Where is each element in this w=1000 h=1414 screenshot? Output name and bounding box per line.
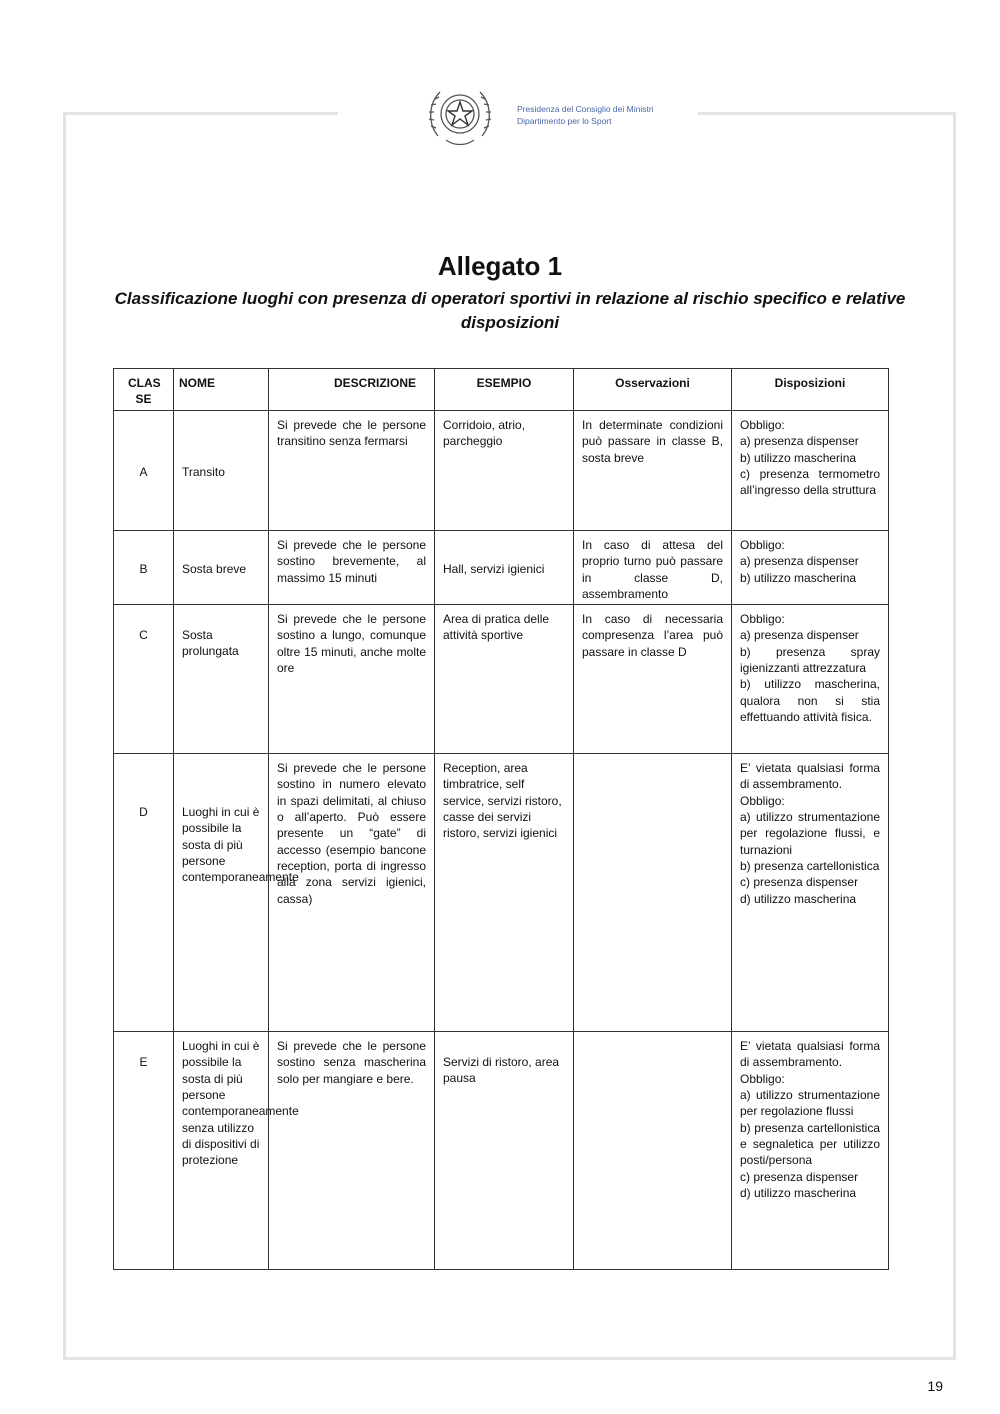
disposizione-line: E’ vietata qualsiasi forma di assembramento. — [740, 1039, 880, 1070]
table-row — [114, 531, 889, 605]
cell-esempio: Area di pratica delle attività sportive — [435, 605, 574, 754]
cell-osservazioni: In determinate condizioni può passare in classe B, sosta breve — [574, 411, 732, 531]
cell-classe: E — [114, 1032, 174, 1270]
disposizione-line: d) utilizzo mascherina — [740, 1185, 857, 1200]
cell-esempio: Reception, area timbratrice, self service, servizi ristoro, casse dei servizi ristoro, servizi igienici — [435, 754, 574, 1032]
cell-esempio: Corridoio, atrio, parcheggio — [435, 411, 574, 531]
disposizione-line: c) presenza dispenser — [740, 1169, 859, 1184]
disposizione-line: Obbligo: — [740, 1071, 785, 1086]
cell-nome: Sosta prolungata — [174, 605, 269, 754]
disposizione-line: b) utilizzo mascherina — [740, 450, 857, 465]
cell-osservazioni: In caso di attesa del proprio turno può passare in classe D, assembramento — [574, 531, 732, 605]
header-osservazioni: Osservazioni — [574, 369, 732, 411]
classification-table — [113, 368, 889, 1270]
cell-nome: Sosta breve — [174, 531, 269, 605]
disposizione-line: Obbligo: — [740, 793, 785, 808]
disposizione-line: c) presenza dispenser — [740, 875, 859, 890]
header-descrizione: DESCRIZIONE — [269, 369, 435, 411]
disposizione-line: a) utilizzo strumentazione per regolazione flussi, e turnazioni — [740, 810, 880, 857]
disposizione-line: b) utilizzo mascherina — [740, 570, 857, 585]
disposizione-line: a) presenza dispenser — [740, 628, 859, 643]
page-number: 19 — [927, 1378, 943, 1394]
header-nome: NOME — [174, 369, 269, 411]
cell-esempio: Servizi di ristoro, area pausa — [435, 1032, 574, 1270]
cell-disposizioni — [732, 605, 889, 754]
table-row — [114, 754, 889, 1032]
disposizione-line: a) presenza dispenser — [740, 554, 859, 569]
disposizione-line: b) utilizzo mascherina, qualora non si stia effettuando attività fisica. — [740, 677, 880, 724]
cell-disposizioni — [732, 1032, 889, 1270]
cell-disposizioni — [732, 754, 889, 1032]
disposizione-line: c) presenza termometro all’ingresso della struttura — [740, 466, 880, 498]
cell-nome: Luoghi in cui è possibile la sosta di più persone contemporaneamente — [174, 754, 269, 1032]
header-classe: CLAS SE — [114, 369, 174, 411]
page-subtitle: Classificazione luoghi con presenza di operatori sportivi in relazione al rischio specifico e relative disposizioni — [114, 289, 906, 332]
cell-osservazioni — [574, 754, 732, 1032]
republic-emblem-icon — [426, 78, 494, 150]
header-line-2: Dipartimento per lo Sport — [517, 116, 612, 126]
disposizione-line: a) utilizzo strumentazione per regolazione flussi — [740, 1088, 880, 1119]
header-disposizioni: Disposizioni — [732, 369, 889, 411]
table-row — [114, 1032, 889, 1270]
disposizione-line: b) presenza cartellonistica — [740, 858, 880, 873]
table-row — [114, 411, 889, 531]
cell-classe: B — [114, 531, 174, 605]
cell-descrizione: Si prevede che le persone sostino brevemente, al massimo 15 minuti — [269, 531, 435, 605]
header-esempio: ESEMPIO — [435, 369, 574, 411]
disposizione-line: b) presenza spray igienizzanti attrezzatura — [740, 644, 880, 676]
disposizione-line: b) presenza cartellonistica e segnaletica per utilizzo posti/persona — [740, 1120, 880, 1168]
cell-osservazioni: In caso di necessaria compresenza l’area può passare in classe D — [574, 605, 732, 754]
cell-descrizione: Si prevede che le persone sostino a lungo, comunque oltre 15 minuti, anche molte ore — [269, 605, 435, 754]
cell-disposizioni — [732, 531, 889, 605]
cell-disposizioni — [732, 411, 889, 531]
cell-osservazioni — [574, 1032, 732, 1270]
cell-esempio: Hall, servizi igienici — [435, 531, 574, 605]
page-title: Allegato 1 — [437, 251, 563, 281]
cell-classe: D — [114, 754, 174, 1032]
cell-classe: C — [114, 605, 174, 754]
cell-descrizione: Si prevede che le persone transitino senza fermarsi — [269, 411, 435, 531]
disposizione-line: Obbligo: — [740, 538, 785, 552]
disposizione-line: Obbligo: — [740, 418, 785, 432]
header-line-1: Presidenza del Consiglio dei Ministri — [517, 104, 654, 114]
table-row — [114, 605, 889, 754]
disposizione-line: d) utilizzo mascherina — [740, 891, 857, 906]
disposizione-line: Obbligo: — [740, 612, 785, 627]
cell-descrizione: Si prevede che le persone sostino senza mascherina solo per mangiare e bere. — [269, 1032, 435, 1270]
cell-classe: A — [114, 411, 174, 531]
header-institution — [517, 103, 654, 127]
cell-nome: Transito — [174, 411, 269, 531]
disposizione-line: E’ vietata qualsiasi forma di assembramento. — [740, 761, 880, 792]
cell-nome: Luoghi in cui è possibile la sosta di più persone contemporaneamente senza utilizzo di dispositivi di protezione — [174, 1032, 269, 1270]
disposizione-line: a) presenza dispenser — [740, 434, 859, 449]
cell-descrizione: Si prevede che le persone sostino in numero elevato in spazi delimitati, al chiuso o all’aperto. Può essere presente un “gate” di accesso (esempio bancone reception, porta di ingresso alla zona servizi igienici, cassa) — [269, 754, 435, 1032]
